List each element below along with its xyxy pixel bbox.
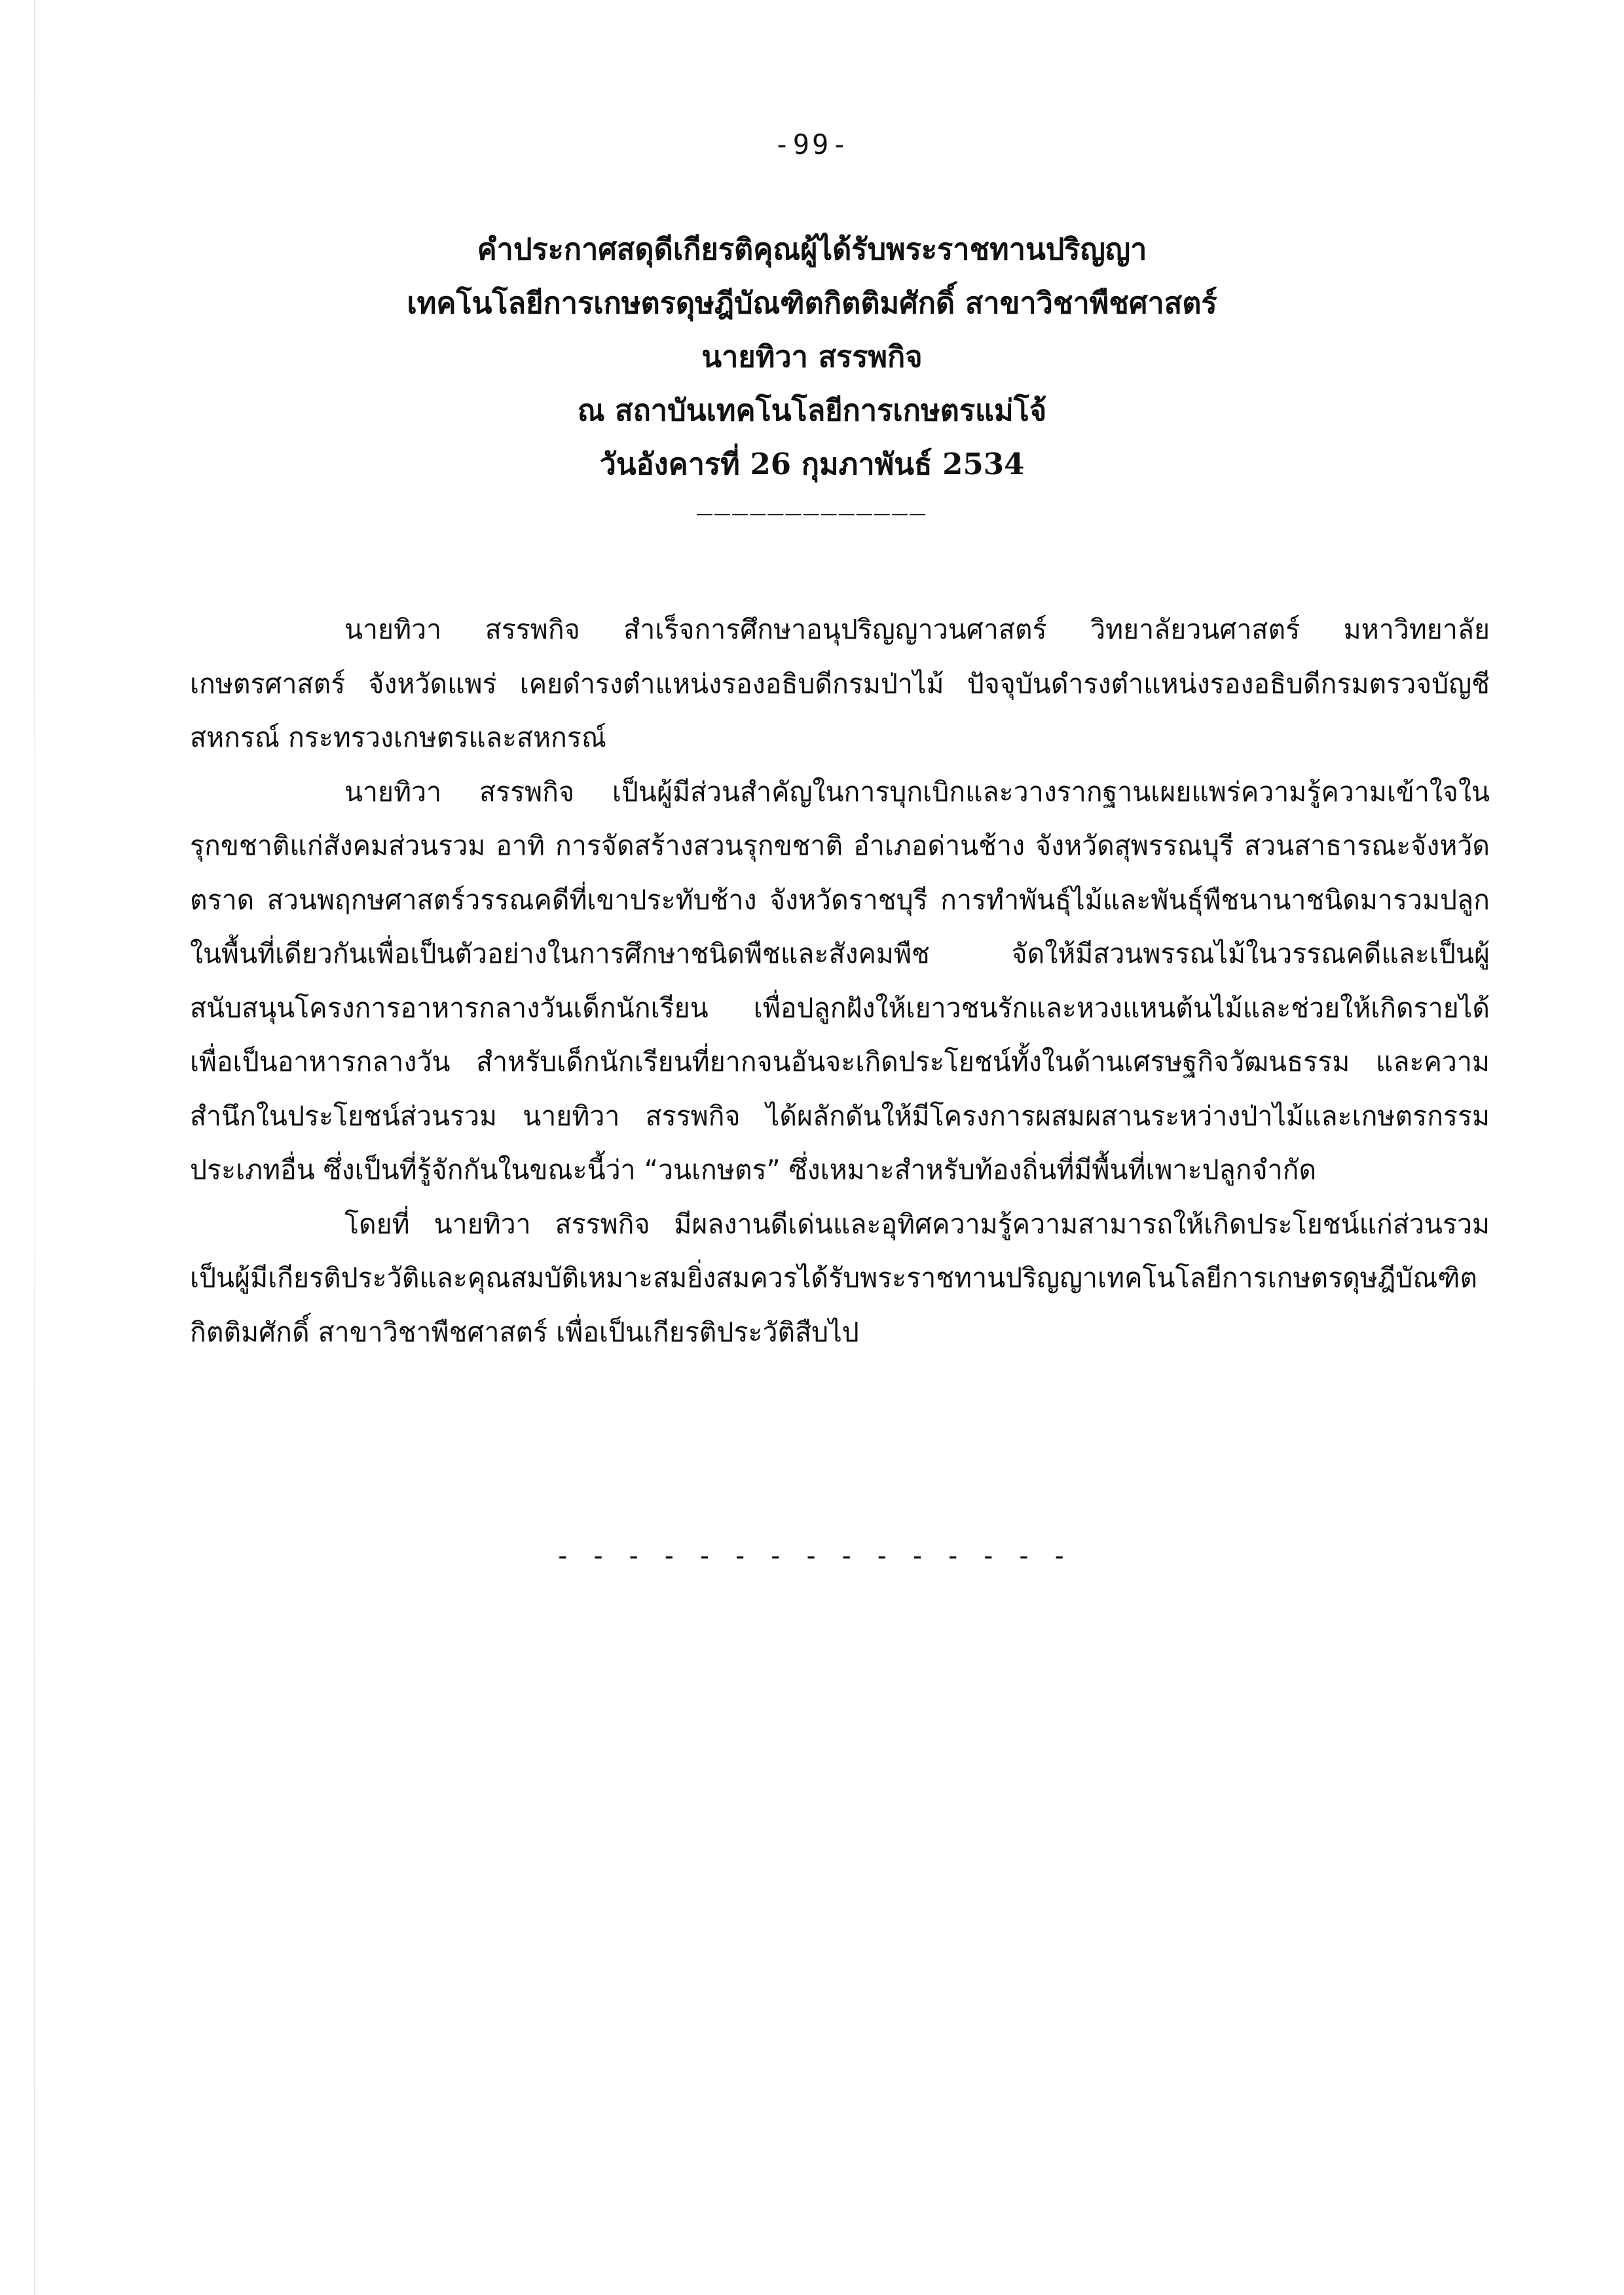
heading-institution: ณ สถาบันเทคโนโลยีการเกษตรแม่โจ้ [577,393,1047,428]
heading-underline: _____________ [696,485,928,515]
paragraph-contributions: นายทิวา สรรพกิจ เป็นผู้มีส่วนสำคัญในการบุกเบิกและวางรากฐานเผยแพร่ความรู้ความเข้าใจในรุกขชาติแก่สังคมส่วนรวม อาทิ การจัดสร้างสวนรุกขชาติ อำเภอด่านช้าง จังหวัดสุพรรณบุรี สวนสาธารณะจังหวัดตราด สวนพฤกษศาสตร์วรรณคดีที่เขาประทับช้าง จังหวัดราชบุรี การทำพันธุ์ไม้และพันธุ์พืชนานาชนิดมารวมปลูกในพื้นที่เดียวกันเพื่อเป็นตัวอย่างในการศึกษาชนิดพืชและสังคมพืช จัดให้มีสวนพรรณไม้ในวรรณคดีและเป็นผู้สนับสนุนโครงการอาหารกลางวันเด็กนักเรียน เพื่อปลูกฝังให้เยาวชนรักและหวงแหนต้นไม้และช่วยให้เกิดรายได้เพื่อเป็นอาหารกลางวัน สำหรับเด็กนักเรียนที่ยากจนอันจะเกิดประโยชน์ทั้งในด้านเศรษฐกิจวัฒนธรรม และความสำนึกในประโยชน์ส่วนรวม นายทิวา สรรพกิจ ได้ผลักดันให้มีโครงการผสมผสานระหว่างป่าไม้และเกษตรกรรมประเภทอื่น ซึ่งเป็นที่รู้จักกันในขณะนี้ว่า “วนเกษตร” ซึ่งเหมาะสำหรับท้องถิ่นที่มีพื้นที่เพาะปลูกจำกัด [190,775,1490,1185]
paragraph-education-career: นายทิวา สรรพกิจ สำเร็จการศึกษาอนุปริญญาวนศาสตร์ วิทยาลัยวนศาสตร์ มหาวิทยาลัยเกษตรศาสตร์ จังหวัดแพร่ เคยดำรงตำแหน่งรองอธิบดีกรมป่าไม้ ปัจจุบันดำรงตำแหน่งรองอธิบดีกรมตรวจบัญชีสหกรณ์ กระทรวงเกษตรและสหกรณ์ [190,614,1490,753]
heading-title: คำประกาศสดุดีเกียรติคุณผู้ได้รับพระราชทานปริญญา [477,232,1147,267]
heading-degree: เทคโนโลยีการเกษตรดุษฎีบัณฑิตกิตติมศักดิ์ สาขาวิชาพืชศาสตร์ [407,286,1217,320]
heading-recipient-name: นายทิวา สรรพกิจ [701,339,923,374]
footer-dashed-rule: - - - - - - - - - - - - - - - [555,1541,1069,1571]
page-number: -99- [773,128,851,160]
paragraph-conclusion: โดยที่ นายทิวา สรรพกิจ มีผลงานดีเด่นและอุทิศความรู้ความสามารถให้เกิดประโยชน์แก่ส่วนรวม เป็นผู้มีเกียรติประวัติและคุณสมบัติเหมาะสมยิ่งสมควรได้รับพระราชทานปริญญาเทคโนโลยีการเกษตรดุษฎีบัณฑิตกิตติมศักดิ์ สาขาวิชาพืชศาสตร์ เพื่อเป็นเกียรติประวัติสืบไป [190,1208,1490,1348]
heading-date: วันอังคารที่ 26 กุมภาพันธ์ 2534 [599,447,1025,481]
citation-body [190,603,1490,1359]
citation-heading [0,223,1624,513]
